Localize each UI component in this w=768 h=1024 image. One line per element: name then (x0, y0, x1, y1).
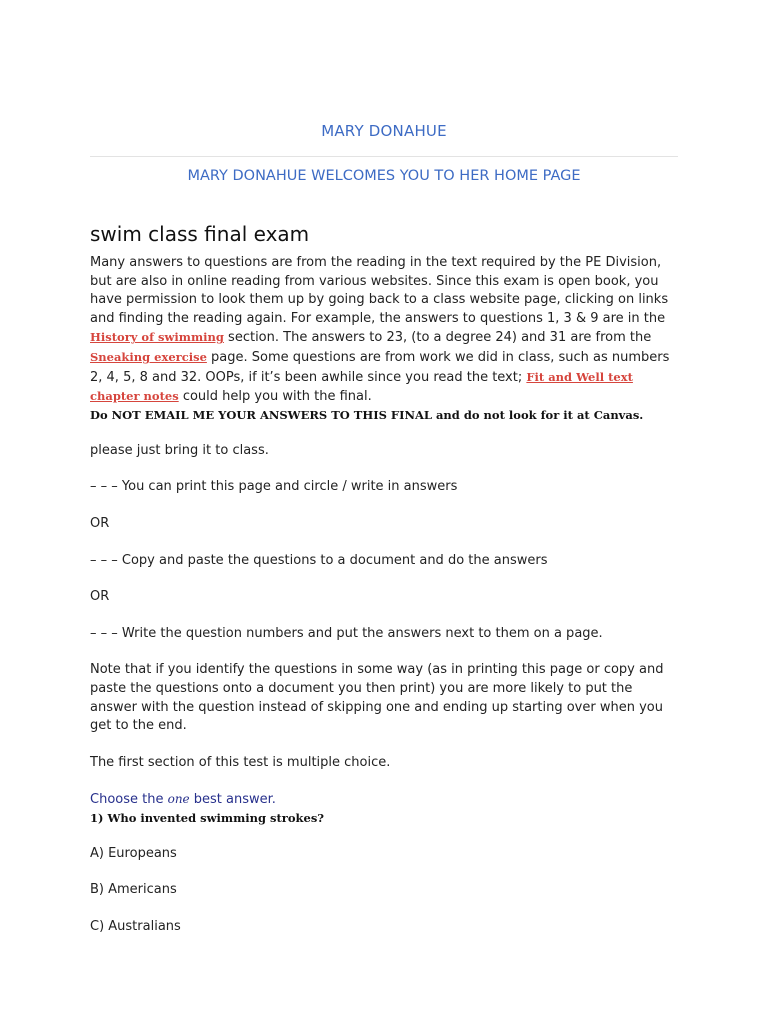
bring-to-class-text: please just bring it to class. (90, 442, 269, 458)
option-print: – – – You can print this page and circle / write in answers (90, 479, 458, 495)
intro-text-3: page. Some questions are from work we did in class, such as numbers 2, 4, 5, 8 and 32. OOPs, if it’s been awhile since you read the text; (90, 349, 670, 385)
answer-option: C) Australians (90, 919, 181, 935)
history-of-swimming-link[interactable]: History of swimming (90, 330, 224, 345)
answer-option: A) Europeans (90, 845, 177, 861)
site-title[interactable]: MARY DONAHUE (321, 122, 447, 140)
choose-emphasis: one (167, 792, 190, 807)
site-subtitle: MARY DONAHUE WELCOMES YOU TO HER HOME PAGE (187, 168, 581, 184)
section-intro: The first section of this test is multiple choice. (90, 754, 391, 770)
sneaking-exercise-link[interactable]: Sneaking exercise (90, 349, 207, 364)
intro-paragraph (90, 254, 680, 407)
identify-questions-note: Note that if you identify the questions in some way (as in printing this page or copy and paste the questions onto a document you then print) you are more likely to put the answer with the question instead of skipping one and ending up starting over when you get to the end. (90, 662, 664, 734)
question-1: 1) Who invented swimming strokes? (90, 810, 325, 825)
fit-and-well-notes-link[interactable]: Fit and Well text chapter notes (90, 369, 633, 404)
or-divider-1: OR (90, 515, 110, 531)
intro-text-4: could help you with the final. (178, 389, 372, 405)
main-content (90, 220, 680, 937)
option-copy-paste: – – – Copy and paste the questions to a document and do the answers (90, 552, 548, 568)
or-divider-2: OR (90, 589, 110, 605)
choose-after: best answer. (189, 792, 276, 808)
intro-text-1: Many answers to questions are from the reading in the text required by the PE Division, but are also in online reading from various websites. Since this exam is open book, you have permission to look them up by going back to a class website page, clicking on links and finding the reading again. For example, the answers to questions 1, 3 & 9 are in the (90, 255, 669, 326)
choose-before: Choose the (90, 792, 168, 808)
page-title: swim class final exam (90, 222, 310, 246)
no-email-warning: Do NOT EMAIL ME YOUR ANSWERS TO THIS FINAL and do not look for it at Canvas. (90, 407, 644, 422)
header-divider (90, 156, 678, 157)
intro-text-2: section. The answers to 23, (to a degree 24) and 31 are from the (223, 330, 652, 346)
option-write-numbers: – – – Write the question numbers and put the answers next to them on a page. (90, 625, 603, 641)
choose-instruction (90, 790, 680, 810)
answer-option: B) Americans (90, 882, 177, 898)
